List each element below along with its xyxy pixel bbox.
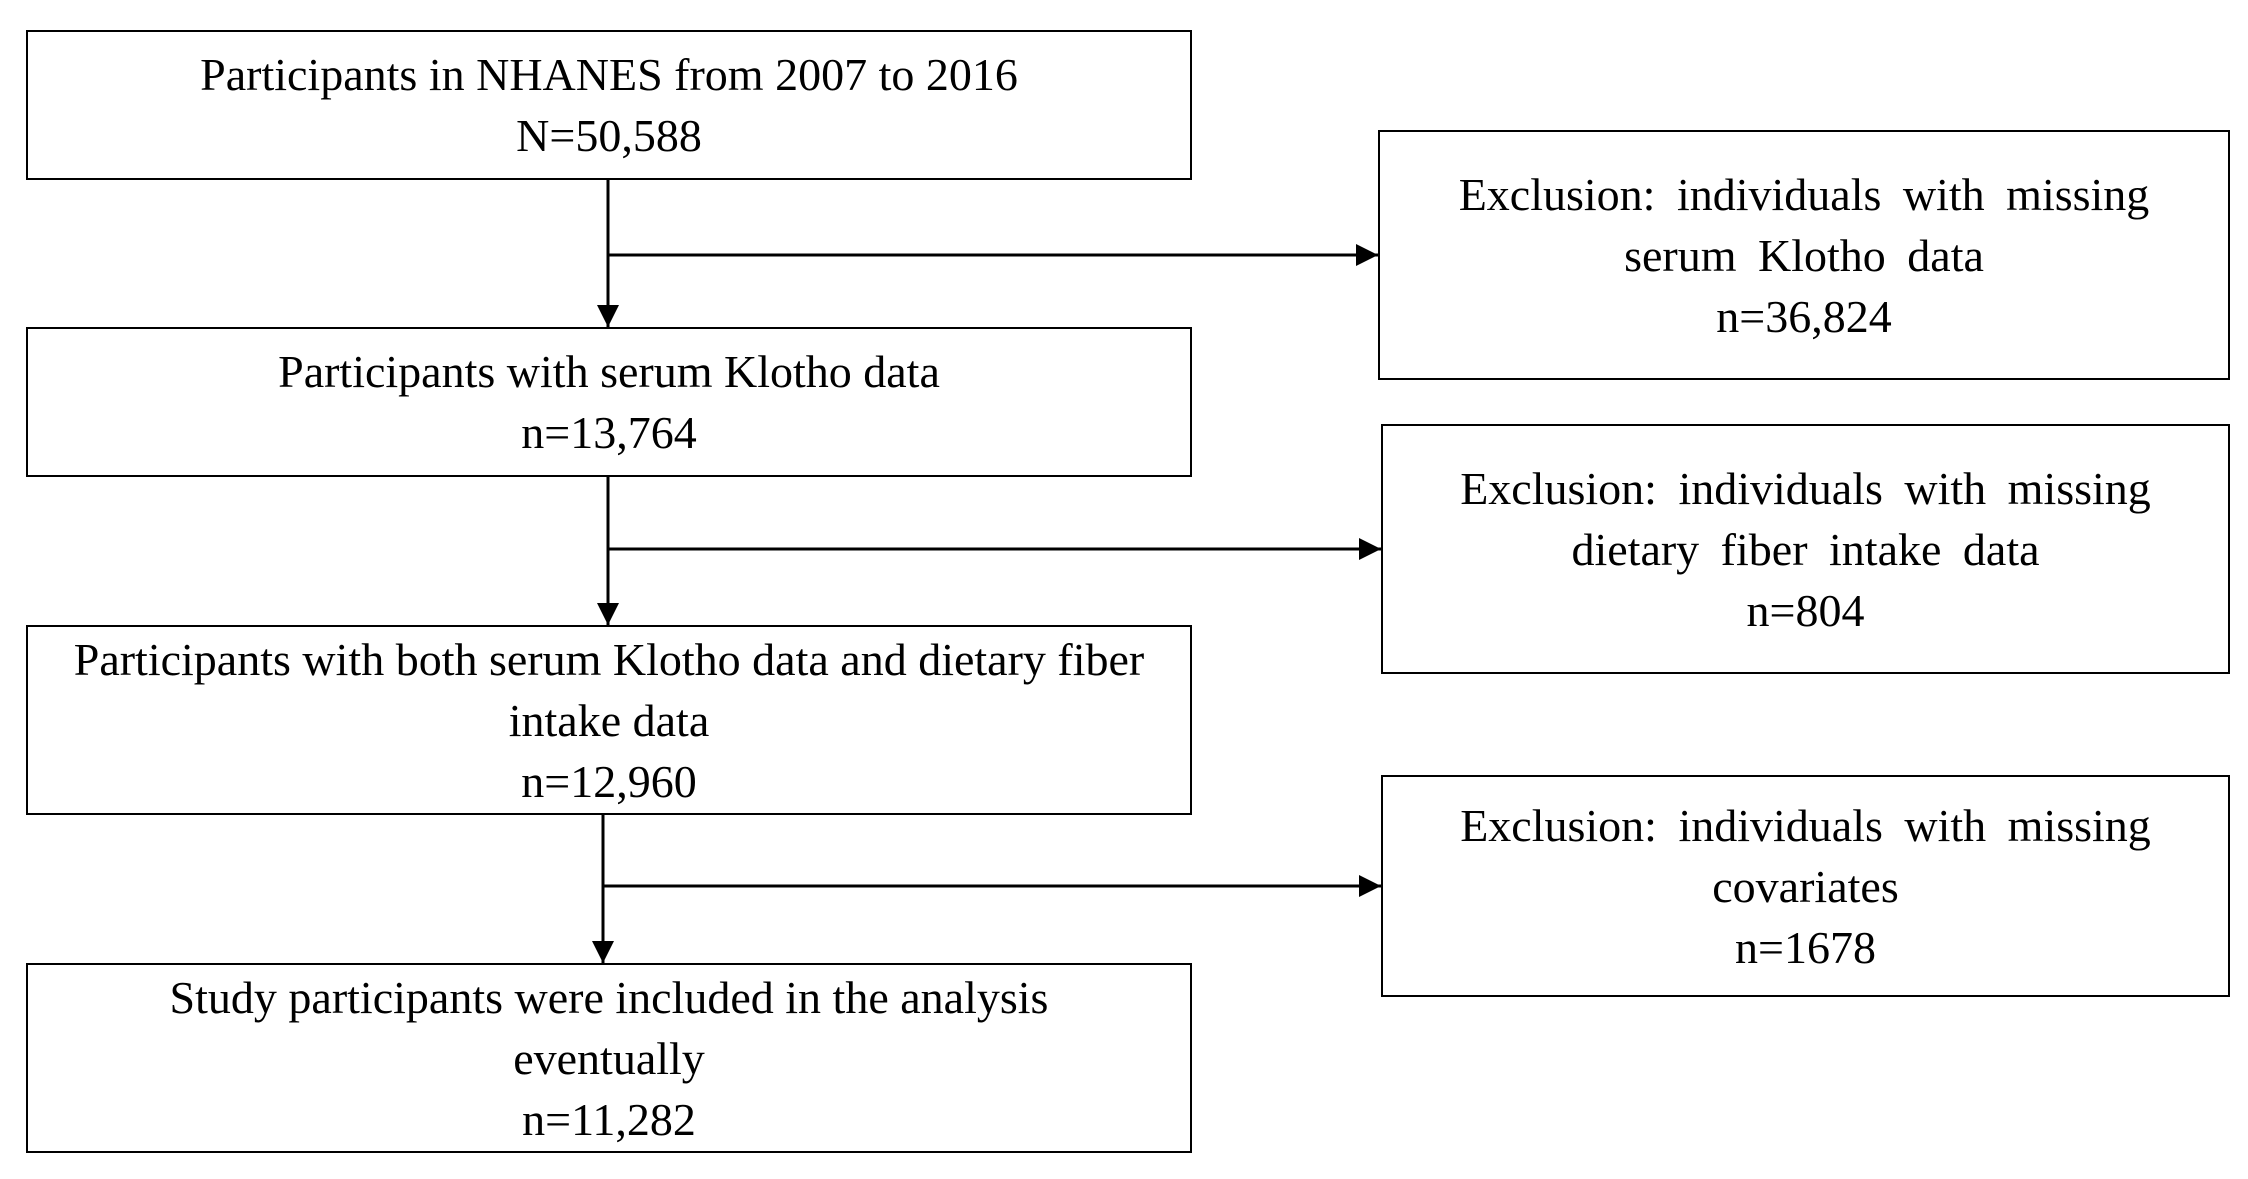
box-nhanes-participants-count: N=50,588 <box>516 110 702 161</box>
box-klotho-fiber-participants-label: Participants with both serum Klotho data and dietary fiber intake data <box>73 633 1145 746</box>
box-exclusion-missing-fiber <box>1381 424 2230 674</box>
box-klotho-participants-count: n=13,764 <box>521 407 697 458</box>
box-nhanes-participants <box>26 30 1192 180</box>
box-final-study-participants-count: n=11,282 <box>522 1093 696 1145</box>
box-klotho-fiber-participants <box>26 625 1192 815</box>
box-exclusion-missing-covariates-label: Exclusion: individuals with missing covariates <box>1460 799 2151 912</box>
box-exclusion-missing-fiber-label: Exclusion: individuals with missing dietary fiber intake data <box>1460 462 2151 575</box>
box-exclusion-missing-fiber-count: n=804 <box>1746 584 1865 636</box>
box-exclusion-missing-covariates-count: n=1678 <box>1735 921 1876 973</box>
box-exclusion-missing-klotho-label: Exclusion: individuals with missing serum Klotho data <box>1458 168 2150 281</box>
box-klotho-fiber-participants-count: n=12,960 <box>521 755 697 807</box>
box-final-study-participants-label: Study participants were included in the analysis eventually <box>169 971 1049 1084</box>
box-klotho-participants-label: Participants with serum Klotho data <box>278 346 940 397</box>
box-nhanes-participants-label: Participants in NHANES from 2007 to 2016 <box>200 49 1018 100</box>
box-klotho-participants <box>26 327 1192 477</box>
box-exclusion-missing-covariates <box>1381 775 2230 997</box>
box-exclusion-missing-klotho-count: n=36,824 <box>1716 290 1892 342</box>
box-final-study-participants <box>26 963 1192 1153</box>
box-exclusion-missing-klotho <box>1378 130 2230 380</box>
